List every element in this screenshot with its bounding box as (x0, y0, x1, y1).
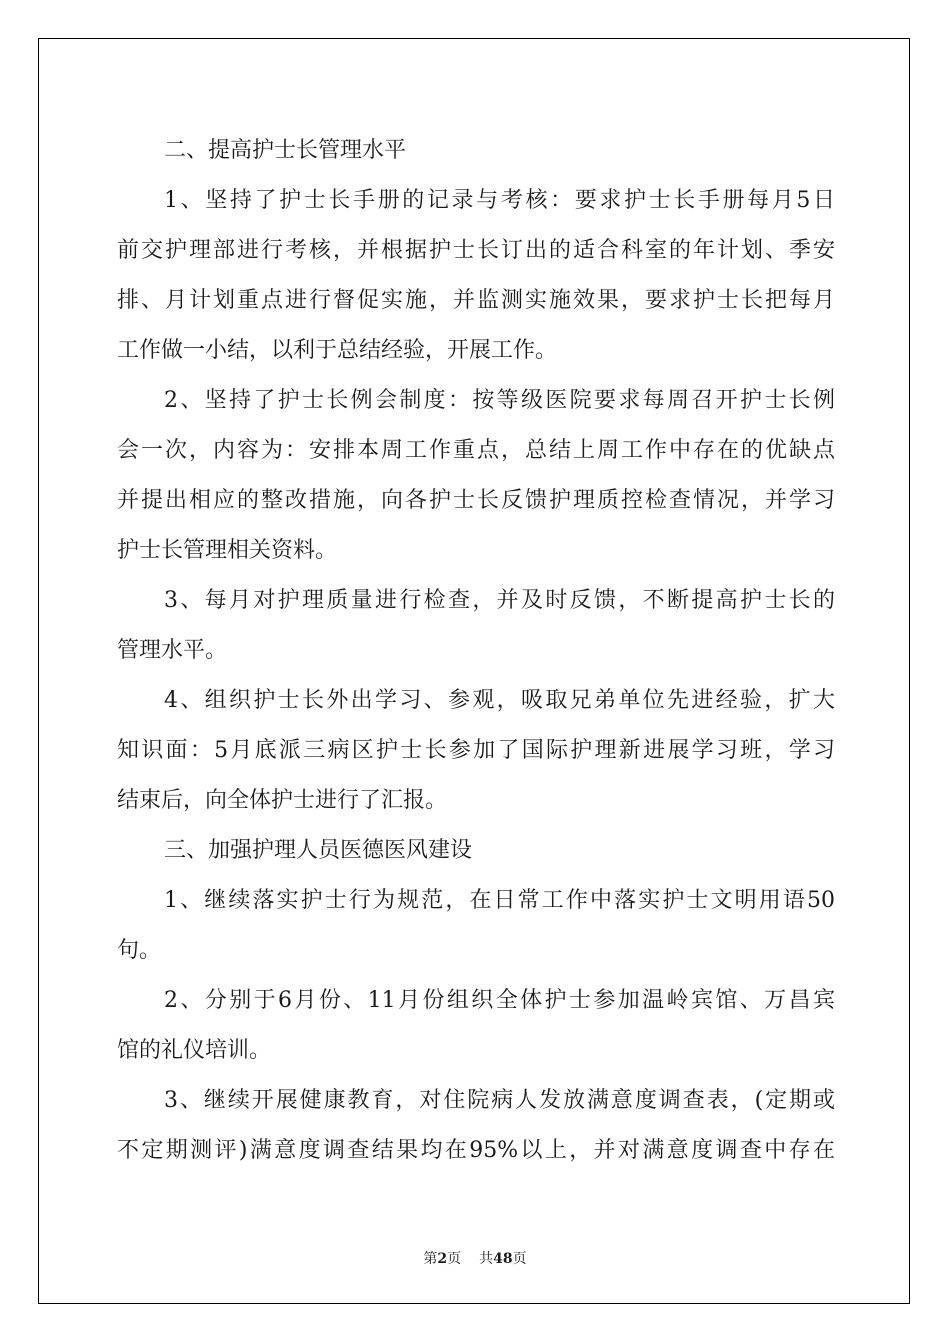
paragraph-line: 1、坚持了护士长手册的记录与考核：要求护士长手册每月5日 (164, 188, 835, 213)
paragraph-line: 不定期测评)满意度调查结果均在95%以上，并对满意度调查中存在 (117, 1138, 835, 1163)
paragraph-line: 知识面：5月底派三病区护士长参加了国际护理新进展学习班，学习 (117, 738, 835, 763)
total-unit: 页 (512, 1251, 527, 1267)
total-prefix: 共 (479, 1251, 494, 1267)
paragraph-line: 管理水平。 (117, 638, 228, 663)
paragraph-line: 会一次，内容为：安排本周工作重点，总结上周工作中存在的优缺点 (117, 438, 835, 463)
page-prefix: 第 (423, 1251, 438, 1267)
paragraph-line: 排、月计划重点进行督促实施，并监测实施效果，要求护士长把每月 (117, 288, 835, 313)
paragraph-line: 结束后，向全体护士进行了汇报。 (117, 788, 448, 813)
paragraph-line: 工作做一小结，以利于总结经验，开展工作。 (117, 338, 558, 363)
paragraph-line: 句。 (117, 938, 162, 963)
paragraph-line: 护士长管理相关资料。 (117, 538, 338, 563)
paragraph-line: 4、组织护士长外出学习、参观，吸取兄弟单位先进经验，扩大 (164, 688, 835, 713)
paragraph-line: 馆的礼仪培训。 (117, 1038, 272, 1063)
section-heading: 二、提高护士长管理水平 (164, 138, 407, 163)
paragraph-line: 1、继续落实护士行为规范，在日常工作中落实护士文明用语50 (164, 888, 835, 913)
page-total: 48 (493, 1251, 513, 1267)
paragraph-line: 并提出相应的整改措施，向各护士长反馈护理质控检查情况，并学习 (117, 488, 835, 513)
section-heading: 三、加强护理人员医德医风建设 (164, 838, 473, 863)
paragraph-line: 2、分别于6月份、11月份组织全体护士参加温岭宾馆、万昌宾 (164, 988, 835, 1013)
document-body (117, 126, 835, 1176)
paragraph-line: 3、每月对护理质量进行检查，并及时反馈，不断提高护士长的 (164, 588, 835, 613)
paragraph-line: 2、坚持了护士长例会制度：按等级医院要求每周召开护士长例 (164, 388, 835, 413)
page-footer (0, 1248, 950, 1268)
paragraph-line: 3、继续开展健康教育，对住院病人发放满意度调查表，(定期或 (164, 1088, 835, 1113)
page-current: 2 (437, 1251, 448, 1267)
page-unit: 页 (447, 1251, 462, 1267)
paragraph-line: 前交护理部进行考核，并根据护士长订出的适合科室的年计划、季安 (117, 238, 835, 263)
